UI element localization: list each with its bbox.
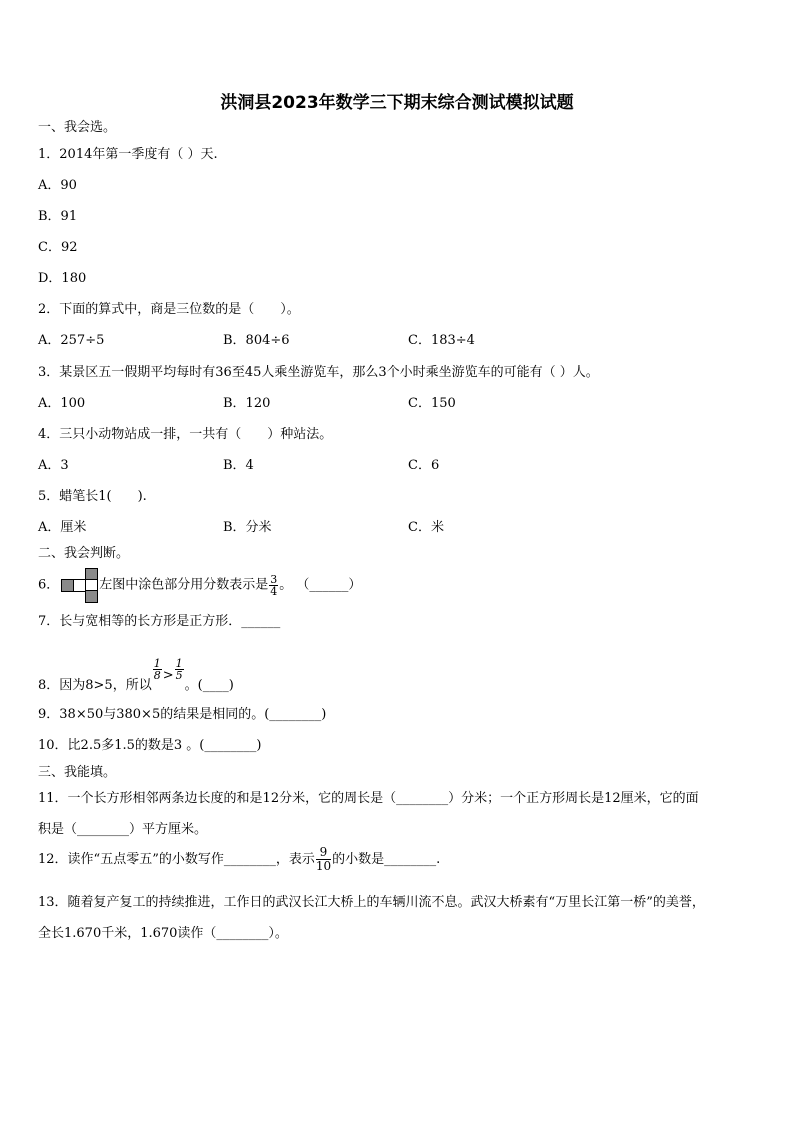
- question-1: 1．2014年第一季度有（ ）天.: [38, 147, 218, 162]
- question-5: 5．蜡笔长1( ).: [38, 489, 147, 504]
- fraction-one-eighth: $\frac{1}{8}$: [153, 657, 161, 682]
- question-10: 10．比2.5多1.5的数是3 。(________): [38, 738, 262, 753]
- page-title: 洪洞县2023年数学三下期末综合测试模拟试题: [220, 93, 574, 113]
- section-heading-3: 三、我能填。: [38, 765, 117, 780]
- fraction-nine-tenths: $\frac{9}{10}$: [315, 845, 332, 873]
- q6-answer-blank: 。 （______）: [279, 577, 362, 593]
- fraction-one-fifth: $\frac{1}{5}$: [175, 657, 183, 682]
- question-13-line-2: 全长1.670千米，1.670读作（________）。: [38, 926, 288, 941]
- shaded-grid-figure: [61, 568, 97, 602]
- q3-option-b: B．120: [223, 396, 271, 411]
- q5-option-b: B．分米: [223, 520, 272, 535]
- q2-option-c: C．183÷4: [408, 333, 475, 348]
- q12-suffix: 的小数是________.: [332, 852, 441, 867]
- question-2: 2．下面的算式中，商是三位数的是（ ）。: [38, 302, 300, 317]
- question-13-line-1: 13．随着复产复工的持续推进，工作日的武汉长江大桥上的车辆川流不息。武汉大桥素有“万里长江第一桥”的美誉，: [38, 895, 705, 910]
- section-heading-2: 二、我会判断。: [38, 546, 130, 561]
- fraction-three-quarters: $\frac{3}{4}$: [270, 572, 278, 598]
- question-8: [38, 650, 234, 693]
- question-9: 9．38×50与380×5的结果是相同的。(________): [38, 707, 327, 722]
- section-heading-1: 一、我会选。: [38, 120, 117, 135]
- q4-option-b: B．4: [223, 458, 254, 473]
- question-11-line-1: 11．一个长方形相邻两条边长度的和是12分米，它的周长是（________）分米；一个正方形周长是12厘米，它的面: [38, 791, 699, 806]
- question-11-line-2: 积是（________）平方厘米。: [38, 822, 208, 837]
- q1-option-c: C．92: [38, 240, 78, 255]
- question-3: 3．某景区五一假期平均每时有36至45人乘坐游览车，那么3个小时乘坐游览车的可能有（ ）人。: [38, 365, 599, 380]
- q4-option-a: A．3: [38, 458, 69, 473]
- q1-option-d: D．180: [38, 271, 87, 286]
- q1-option-b: B．91: [38, 209, 78, 224]
- q3-option-c: C．150: [408, 396, 456, 411]
- q5-option-c: C．米: [408, 520, 444, 535]
- q5-option-a: A．厘米: [38, 520, 87, 535]
- q8-answer-blank: 。(____): [184, 678, 234, 693]
- q8-prefix: 8．因为8>5，所以: [38, 678, 152, 693]
- q3-option-a: A．100: [38, 396, 86, 411]
- q2-option-a: A．257÷5: [38, 333, 105, 348]
- q6-number: 6．: [38, 577, 60, 593]
- q2-option-b: B．804÷6: [223, 333, 290, 348]
- q12-prefix: 12．读作“五点零五”的小数写作________，表示: [38, 852, 315, 867]
- greater-than-sign: >: [162, 668, 174, 683]
- q1-option-a: A．90: [38, 178, 77, 193]
- question-6: [38, 568, 361, 602]
- question-4: 4．三只小动物站成一排，一共有（ ）种站法。: [38, 427, 333, 442]
- q6-text: 左图中涂色部分用分数表示是: [99, 577, 269, 593]
- question-12: [38, 846, 440, 876]
- question-7: 7．长与宽相等的长方形是正方形．______: [38, 614, 281, 629]
- q4-option-c: C．6: [408, 458, 440, 473]
